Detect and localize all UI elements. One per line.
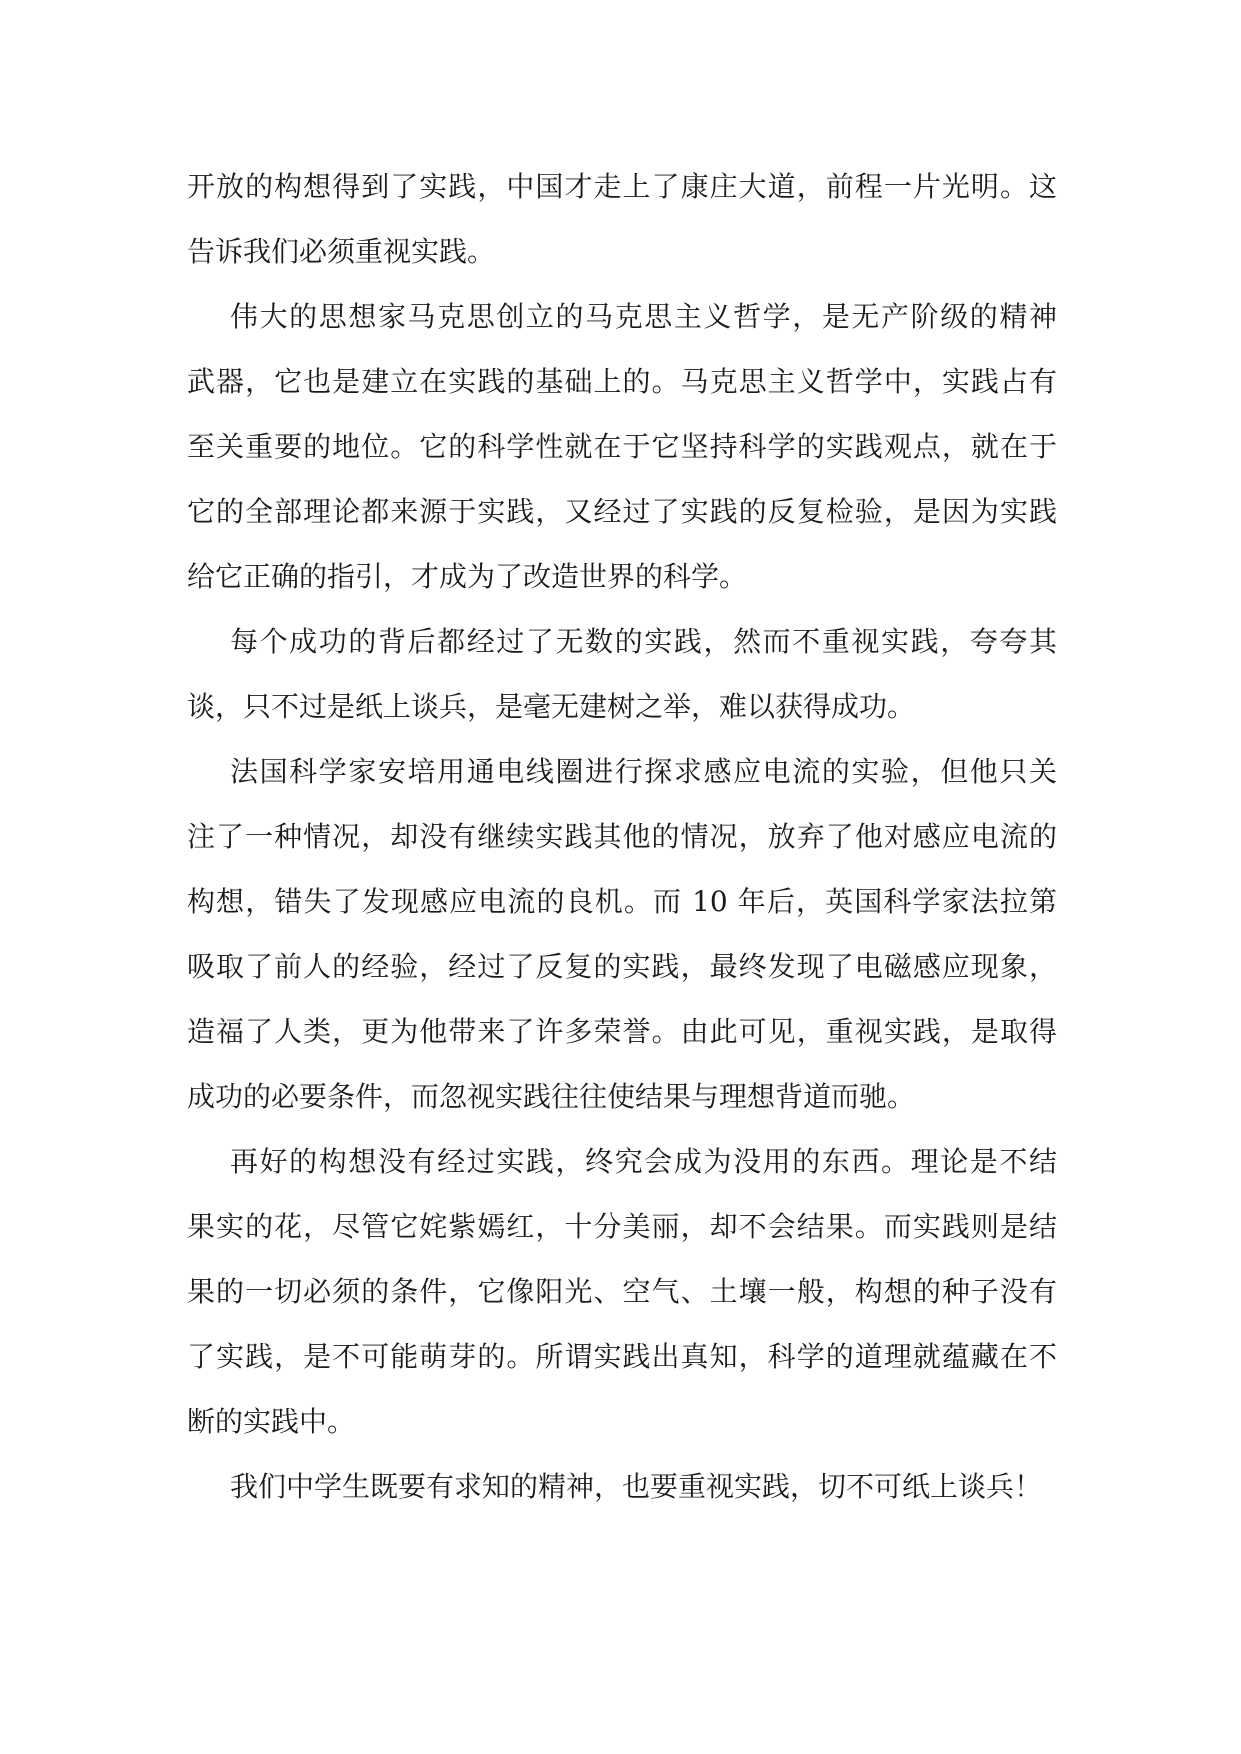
essay-body: [187, 154, 1057, 1519]
paragraph-first-line: 每个成功的背后都经过了无数的实践，然而不重视实践，夸夸其: [230, 625, 1057, 658]
text-line: 成功的必要条件，而忽视实践往往使结果与理想背道而驰。: [187, 1080, 916, 1113]
text-line: 开放的构想得到了实践，中国才走上了康庄大道，前程一片光明。这: [187, 170, 1057, 203]
text-line: 武器，它也是建立在实践的基础上的。马克思主义哲学中，实践占有: [187, 365, 1057, 398]
paragraph-first-line: 伟大的思想家马克思创立的马克思主义哲学，是无产阶级的精神: [230, 300, 1057, 333]
text-line: 果实的花，尽管它姹紫嫣红，十分美丽，却不会结果。而实践则是结: [187, 1210, 1057, 1243]
text-line: 给它正确的指引，才成为了改造世界的科学。: [187, 560, 748, 593]
text-line: 谈，只不过是纸上谈兵，是毫无建树之举，难以获得成功。: [187, 690, 916, 723]
paragraph-first-line: 再好的构想没有经过实践，终究会成为没用的东西。理论是不结: [230, 1145, 1057, 1178]
text-line: 果的一切必须的条件，它像阳光、空气、土壤一般，构想的种子没有: [187, 1275, 1057, 1308]
text-line: 断的实践中。: [187, 1405, 356, 1438]
paragraph-first-line: 法国科学家安培用通电线圈进行探求感应电流的实验，但他只关: [230, 755, 1057, 788]
text-line: 它的全部理论都来源于实践，又经过了实践的反复检验，是因为实践: [187, 495, 1057, 528]
text-line: 注了一种情况，却没有继续实践其他的情况，放弃了他对感应电流的: [187, 820, 1057, 853]
text-line: 至关重要的地位。它的科学性就在于它坚持科学的实践观点，就在于: [187, 430, 1057, 463]
text-line: 构想，错失了发现感应电流的良机。而 10 年后，英国科学家法拉第: [187, 885, 1057, 918]
text-line: 了实践，是不可能萌芽的。所谓实践出真知，科学的道理就蕴藏在不: [187, 1340, 1057, 1373]
text-line: 吸取了前人的经验，经过了反复的实践，最终发现了电磁感应现象，: [187, 950, 1057, 983]
text-line: 造福了人类，更为他带来了许多荣誉。由此可见，重视实践，是取得: [187, 1015, 1057, 1048]
paragraph-first-line: 我们中学生既要有求知的精神，也要重视实践，切不可纸上谈兵！: [230, 1470, 1043, 1503]
text-line: 告诉我们必须重视实践。: [187, 235, 496, 268]
